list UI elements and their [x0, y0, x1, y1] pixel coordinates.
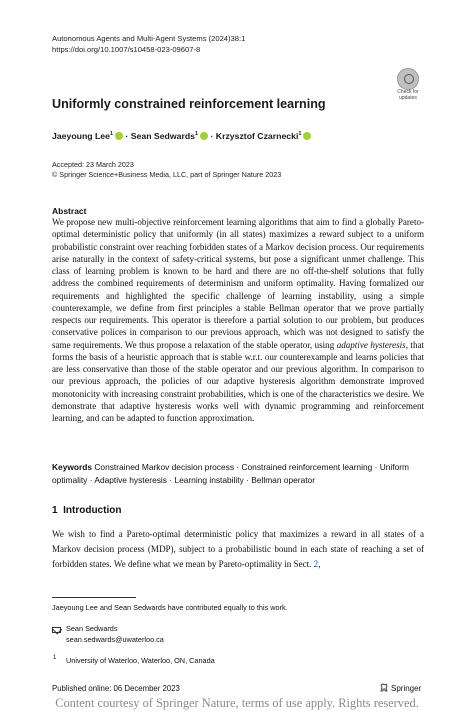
affiliation-number: 1 — [53, 655, 57, 661]
author-affiliation-mark: 1 — [298, 131, 302, 138]
author-list — [52, 131, 311, 141]
published-online-date: Published online: 06 December 2023 — [52, 684, 180, 693]
author-name: Krzysztof Czarnecki — [215, 131, 299, 141]
footnote-divider — [52, 597, 136, 598]
envelope-icon — [52, 627, 61, 633]
doi-link[interactable]: https://doi.org/10.1007/s10458-023-09607-8 — [52, 44, 201, 54]
abstract-heading: Abstract — [52, 206, 87, 216]
author-name: Jaeyoung Lee — [52, 131, 110, 141]
check-for-updates-button[interactable] — [392, 68, 424, 100]
contact-name: Sean Sedwards — [66, 624, 118, 633]
section-reference-link[interactable]: 2 — [313, 559, 319, 569]
author-name: Sean Sedwards — [130, 131, 195, 141]
publication-dates — [52, 160, 281, 180]
copyright-notice: © Springer Science+Business Media, LLC, part of Springer Nature 2023 — [52, 170, 282, 179]
courtesy-watermark: Content courtesy of Springer Nature, terms of use apply. Rights reserved. — [55, 696, 419, 710]
keywords-list: Constrained Markov decision process · Constrained reinforcement learning · Uniform optimality · Adaptive hysteresis · Learning instability · Bellman operator — [52, 462, 410, 485]
introduction-paragraph: We wish to find a Pareto-optimal deterministic policy that maximizes a reward in all states of a Markov decision process (MDP), subject to a probabilistic bound in each state of reaching a set of forbidden states. We define what we mean by Pareto-optimality in Sect. 2, — [52, 529, 424, 569]
author-affiliation-mark: 1 — [109, 131, 113, 138]
abstract-body: We propose new multi-objective reinforcement learning algorithms that aim to find a globally Pareto-optimal deterministic policy that uniformly (in all states) maximizes a reward subject to a uniform probabilistic constraint over reaching forbidden states of a Markov decision process. Our requirements arise naturally in the context of safety-critical systems, but pose a significant unmet challenge. This class of learning problem is known to be hard and there are no off-the-shelf solutions that fully address the combined requirements of determinism and uniform optimality. Having formalized our requirements and highlighted the specific challenge of learning instability, using a simple counterexample, we define from first principles a stable Bellman operator that we prove partially respects our requirements. This operator is therefore a partial solution to our problem, but produces conservative polices in comparison to our previous approach, which was not designed to satisfy the same requirements. We thus propose a relaxation of the stable operator, using adaptive hysteresis, that forms the basis of a heuristic approach that is stable w.r.t. our counterexample and learns policies that are less conservative than those of the stable operator and our previous algorithm. In comparison to our previous approach, the policies of our adaptive hysteresis algorithm demonstrate improved monotonicity with increasing constraint probabilities, which is one of the characteristics we desire. We demonstrate that adaptive hysteresis works well with dynamic programming and reinforcement learning, and can be adapted to function approximation. — [52, 217, 424, 423]
check-for-updates-icon — [397, 68, 419, 90]
publisher-logo — [380, 683, 421, 693]
contact-email[interactable]: sean.sedwards@uwaterloo.ca — [66, 634, 164, 644]
journal-header — [52, 34, 245, 55]
accepted-date: Accepted: 23 March 2023 — [52, 160, 134, 169]
orcid-icon[interactable] — [115, 132, 123, 140]
author-separator: · — [210, 131, 214, 141]
check-for-updates-label: Check for updates — [397, 89, 419, 101]
author-separator: · — [125, 131, 129, 141]
orcid-icon[interactable] — [303, 132, 311, 140]
publisher-name: Springer — [391, 684, 422, 693]
equal-contribution-note: Jaeyoung Lee and Sean Sedwards have contributed equally to this work. — [52, 603, 288, 612]
keywords — [52, 461, 424, 486]
section-heading — [52, 505, 121, 516]
springer-horse-icon — [380, 683, 388, 692]
section-number: 1 — [52, 505, 58, 516]
section-title: Introduction — [63, 505, 122, 516]
orcid-icon[interactable] — [200, 132, 208, 140]
keywords-label: Keywords — [52, 462, 93, 472]
journal-citation: Autonomous Agents and Multi-Agent Systems (2024)38:1 — [52, 34, 246, 43]
article-title: Uniformly constrained reinforcement learning — [52, 97, 326, 111]
author-affiliation-mark: 1 — [194, 131, 199, 138]
abstract-italic-term: adaptive hysteresis — [336, 339, 406, 350]
corresponding-author — [66, 624, 164, 645]
affiliation: University of Waterloo, Waterloo, ON, Canada — [66, 656, 215, 665]
